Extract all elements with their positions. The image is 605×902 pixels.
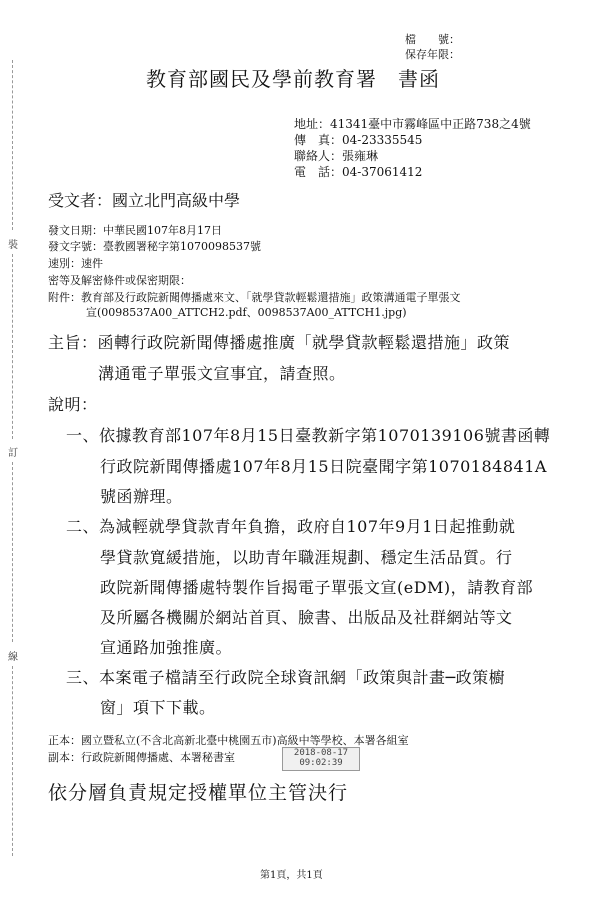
secrecy: 密等及解密條件或保密期限：	[48, 274, 191, 287]
explanation-item-3: 三、本案電子檔請至行政院全球資訊網「政策與計畫─政策櫥	[66, 668, 506, 687]
address: 地址：41341臺中市霧峰區中正路738之4號	[294, 117, 531, 131]
issue-date: 發文日期：中華民國107年8月17日	[48, 224, 222, 237]
speed: 速別：速件	[48, 257, 103, 270]
subject-line: 溝通電子單張文宣事宜，請查照。	[98, 364, 346, 383]
binding-mark-xian: 線	[8, 652, 18, 663]
timestamp-stamp	[282, 747, 360, 771]
stamp-time: 09:02:39	[299, 758, 343, 768]
file-number-label: 檔 號：	[405, 33, 460, 46]
binding-line	[12, 254, 14, 439]
page-indicator: 第1頁，共1頁	[260, 870, 323, 881]
binding-mark-ding: 訂	[8, 448, 18, 459]
explanation-label: 說明：	[48, 395, 98, 414]
explanation-item-2: 二、為減輕就學貸款青年負擔，政府自107年9月1日起推動就	[66, 517, 516, 536]
document-number: 發文字號：臺教國署秘字第1070098537號	[48, 240, 261, 253]
copy-recipients: 副本：行政院新聞傳播處、本署秘書室	[48, 751, 235, 764]
binding-line	[12, 462, 14, 642]
contact-person: 聯絡人：張雍琳	[294, 149, 379, 163]
subject-line: 主旨：函轉行政院新聞傳播處推廣「就學貸款輕鬆還措施」政策	[48, 333, 511, 352]
attachment: 附件：教育部及行政院新聞傳播處來文、「就學貸款輕鬆還措施」政策溝通電子單張文	[48, 291, 461, 304]
fax: 傳 真：04-23335545	[294, 133, 423, 147]
explanation-item-1: 一、依據教育部107年8月15日臺教新字第1070139106號書函轉	[66, 426, 551, 445]
binding-mark-zhuang: 裝	[8, 240, 18, 251]
document-title: 教育部國民及學前教育署 書函	[146, 67, 440, 91]
authorization-note: 依分層負責規定授權單位主管決行	[48, 782, 349, 804]
explanation-item-2: 及所屬各機關於網站首頁、臉書、出版品及社群網站等文	[100, 608, 513, 627]
explanation-item-2: 政院新聞傳播處特製作旨揭電子單張文宣(eDM)，請教育部	[100, 578, 534, 597]
explanation-item-3: 窗」項下下載。	[100, 698, 216, 717]
original-recipients: 正本：國立暨私立(不含北高新北臺中桃園五市)高級中等學校、本署各組室	[48, 734, 409, 747]
retention-label: 保存年限：	[405, 48, 460, 61]
explanation-item-1: 行政院新聞傳播處107年8月15日院臺聞字第1070184841A	[100, 457, 547, 476]
phone: 電 話：04-37061412	[294, 165, 423, 179]
attachment-files: 宣(0098537A00_ATTCH2.pdf、0098537A00_ATTCH1.jpg)	[86, 306, 407, 319]
explanation-item-1: 號函辦理。	[100, 487, 183, 506]
binding-line	[12, 666, 14, 856]
explanation-item-2: 學貸款寬緩措施，以助青年職涯規劃、穩定生活品質。行	[100, 548, 513, 567]
stamp-date: 2018-08-17	[293, 748, 349, 758]
explanation-item-2: 宣通路加強推廣。	[100, 638, 233, 657]
binding-line	[12, 60, 14, 230]
recipient: 受文者：國立北門高級中學	[48, 191, 241, 210]
